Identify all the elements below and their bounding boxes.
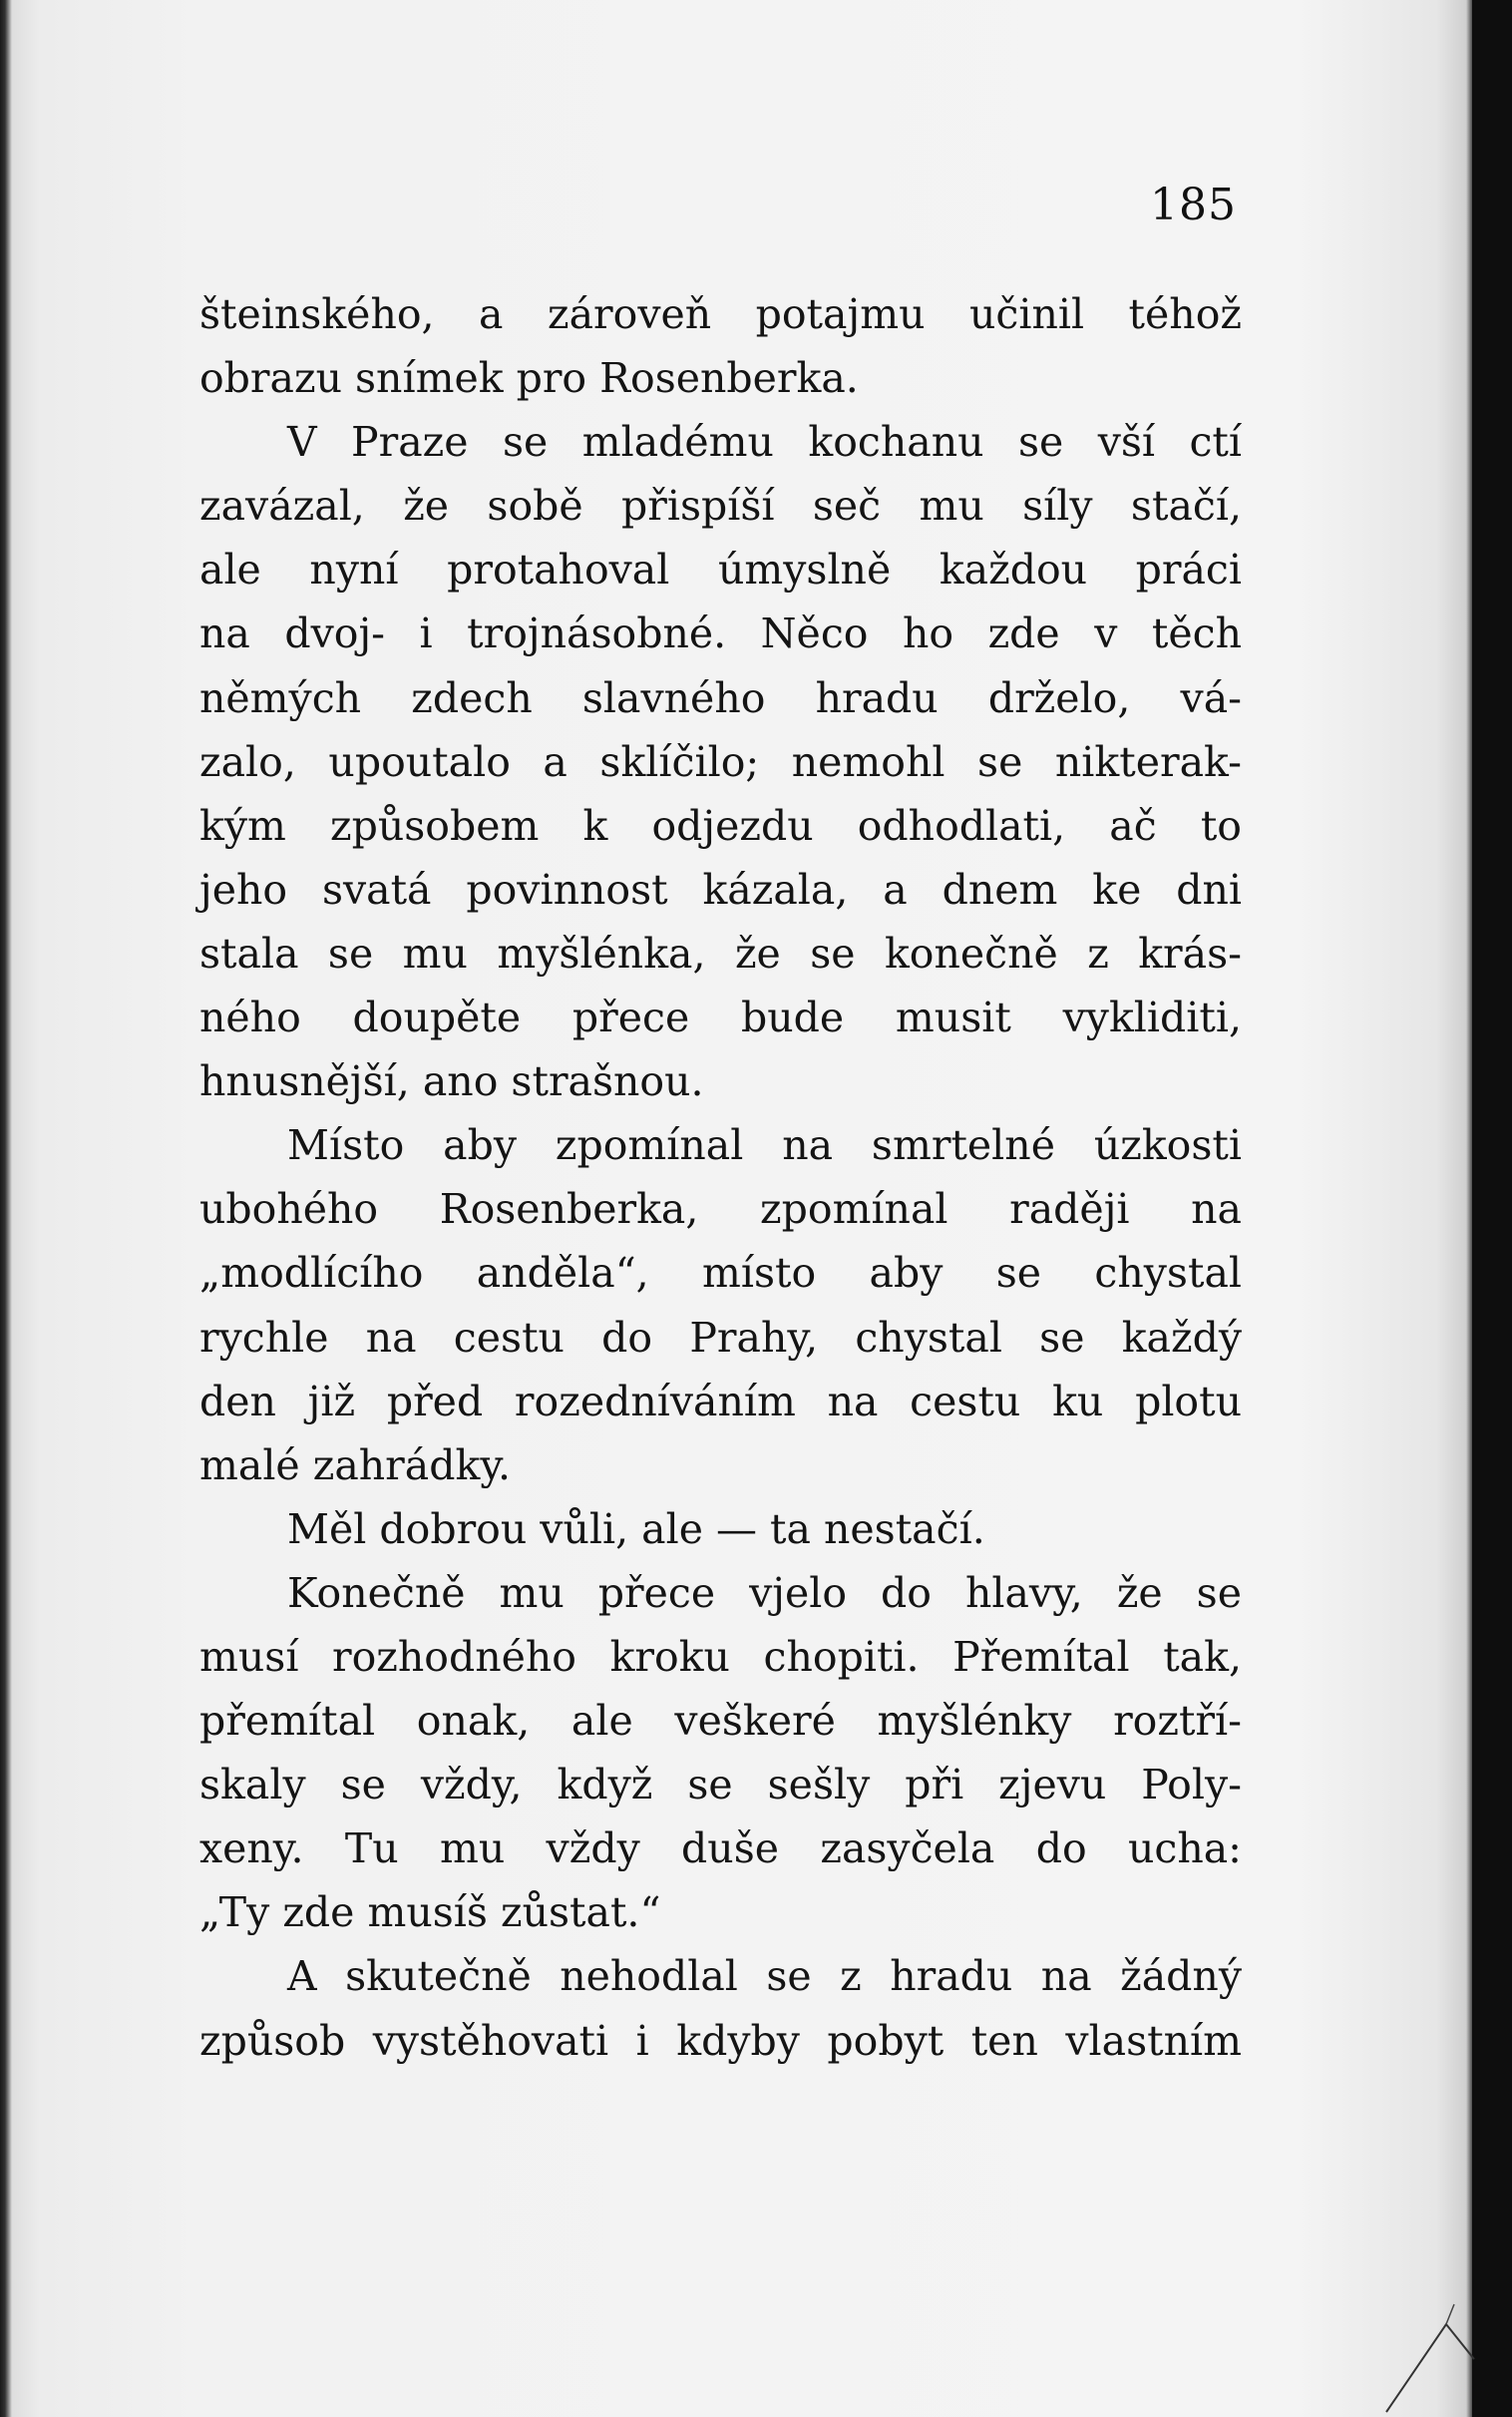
text-line: zalo, upoutalo a sklíčilo; nemohl se nikterak- [199, 737, 1242, 786]
text-line: obrazu snímek pro Rosenberka. [199, 354, 859, 403]
text-line: Konečně mu přece vjelo do hlavy, že se [287, 1568, 1242, 1617]
page-number: 185 [1150, 180, 1237, 230]
text-line: hnusnější, ano strašnou. [199, 1057, 704, 1106]
text-line: „modlícího anděla“, místo aby se chystal [199, 1249, 1242, 1298]
text-line: způsob vystěhovati i kdyby pobyt ten vlastním [199, 2016, 1242, 2065]
text-line: šteinského, a zároveň potajmu učinil téhož [199, 290, 1242, 338]
page-left-edge [0, 0, 12, 2417]
text-line: xeny. Tu mu vždy duše zasyčela do ucha: [199, 1824, 1242, 1873]
text-line: ubohého Rosenberka, zpomínal raději na [199, 1185, 1242, 1234]
text-line: ného doupěte přece bude musit vykliditi, [199, 994, 1242, 1042]
page-corner-crease [1376, 2264, 1476, 2414]
text-line: musí rozhodného kroku chopiti. Přemítal tak, [199, 1632, 1242, 1681]
text-line: Místo aby zpomínal na smrtelné úzkosti [287, 1121, 1242, 1170]
text-line: Měl dobrou vůli, ale — ta nestačí. [287, 1504, 985, 1553]
text-line: V Praze se mladému kochanu se vší ctí [287, 418, 1242, 467]
text-line: „Ty zde musíš zůstat.“ [199, 1888, 661, 1937]
text-line: stala se mu myšlénka, že se konečně z krás- [199, 929, 1242, 978]
text-line: přemítal onak, ale veškeré myšlénky roztří- [199, 1697, 1242, 1746]
text-line: zavázal, že sobě přispíší seč mu síly stačí, [199, 482, 1242, 531]
text-line: malé zahrádky. [199, 1440, 512, 1489]
text-line: A skutečně nehodlal se z hradu na žádný [287, 1952, 1242, 2001]
text-line: jeho svatá povinnost kázala, a dnem ke dni [199, 865, 1242, 914]
text-line: němých zdech slavného hradu drželo, vá- [199, 673, 1242, 722]
text-line: rychle na cestu do Prahy, chystal se každý [199, 1313, 1242, 1362]
text-line: kým způsobem k odjezdu odhodlati, ač to [199, 801, 1242, 850]
text-line: na dvoj- i trojnásobné. Něco ho zde v těch [199, 609, 1242, 658]
body-text [199, 282, 1242, 2073]
text-line: skaly se vždy, když se sešly při zjevu Poly- [199, 1761, 1242, 1810]
text-line: ale nyní protahoval úmyslně každou práci [199, 546, 1242, 595]
text-line: den již před rozedníváním na cestu ku plotu [199, 1377, 1242, 1425]
page-right-edge [1472, 0, 1512, 2417]
